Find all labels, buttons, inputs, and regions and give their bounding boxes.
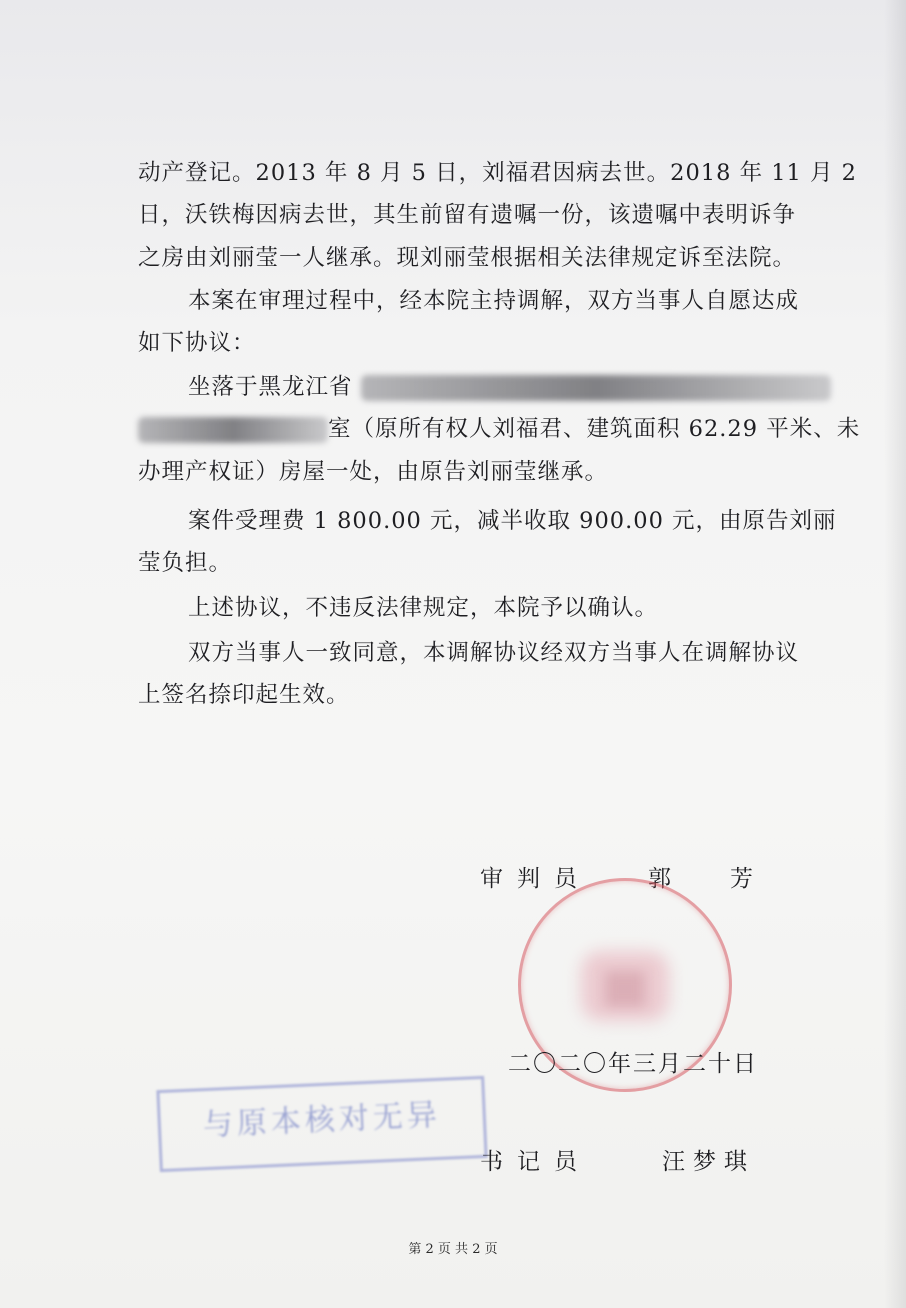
page-number: 第 2 页 共 2 页 xyxy=(408,1242,498,1257)
certified-copy-stamp: 与原本核对无异 xyxy=(156,1076,487,1172)
address-text-2: 室（原所有权人刘福君、建筑面积 62.29 平米、未 xyxy=(328,416,861,442)
judge-name: 郭 芳 xyxy=(648,866,771,892)
body-line-3: 之房由刘丽莹一人继承。现刘丽莹根据相关法律规定诉至法院。 xyxy=(138,245,797,271)
clerk-signature xyxy=(480,1143,755,1176)
body-line-8: 办理产权证）房屋一处，由原告刘丽莹继承。 xyxy=(138,459,609,485)
seal-star xyxy=(605,971,645,1007)
redacted-address-2 xyxy=(138,417,328,443)
body-line-5: 如下协议： xyxy=(138,330,256,356)
clerk-role: 书记员 xyxy=(480,1149,591,1175)
body-line-1: 动产登记。2013 年 8 月 5 日，刘福君因病去世。2018 年 11 月 2 xyxy=(138,160,857,186)
paper-edge-shadow xyxy=(884,0,906,1308)
judge-signature xyxy=(480,860,771,893)
body-line-2: 日，沃铁梅因病去世，其生前留有遗嘱一份，该遗嘱中表明诉争 xyxy=(138,202,797,228)
body-line-13: 上签名捺印起生效。 xyxy=(138,682,350,708)
address-line-2 xyxy=(138,414,860,444)
body-line-12: 双方当事人一致同意，本调解协议经双方当事人在调解协议 xyxy=(188,640,800,666)
signing-date: 二〇二〇年三月二十日 xyxy=(508,1051,758,1077)
body-line-10: 莹负担。 xyxy=(138,550,233,576)
body-line-9: 案件受理费 1 800.00 元，减半收取 900.00 元，由原告刘丽 xyxy=(188,508,837,534)
judge-role: 审判员 xyxy=(480,866,591,892)
address-text-visible: 坐落于黑龙江省 xyxy=(188,374,353,400)
address-line xyxy=(188,372,831,402)
body-line-4: 本案在审理过程中，经本院主持调解，双方当事人自愿达成 xyxy=(188,288,800,314)
body-line-11: 上述协议，不违反法律规定，本院予以确认。 xyxy=(188,595,659,621)
redacted-address xyxy=(361,375,831,401)
clerk-name: 汪梦琪 xyxy=(662,1149,755,1175)
